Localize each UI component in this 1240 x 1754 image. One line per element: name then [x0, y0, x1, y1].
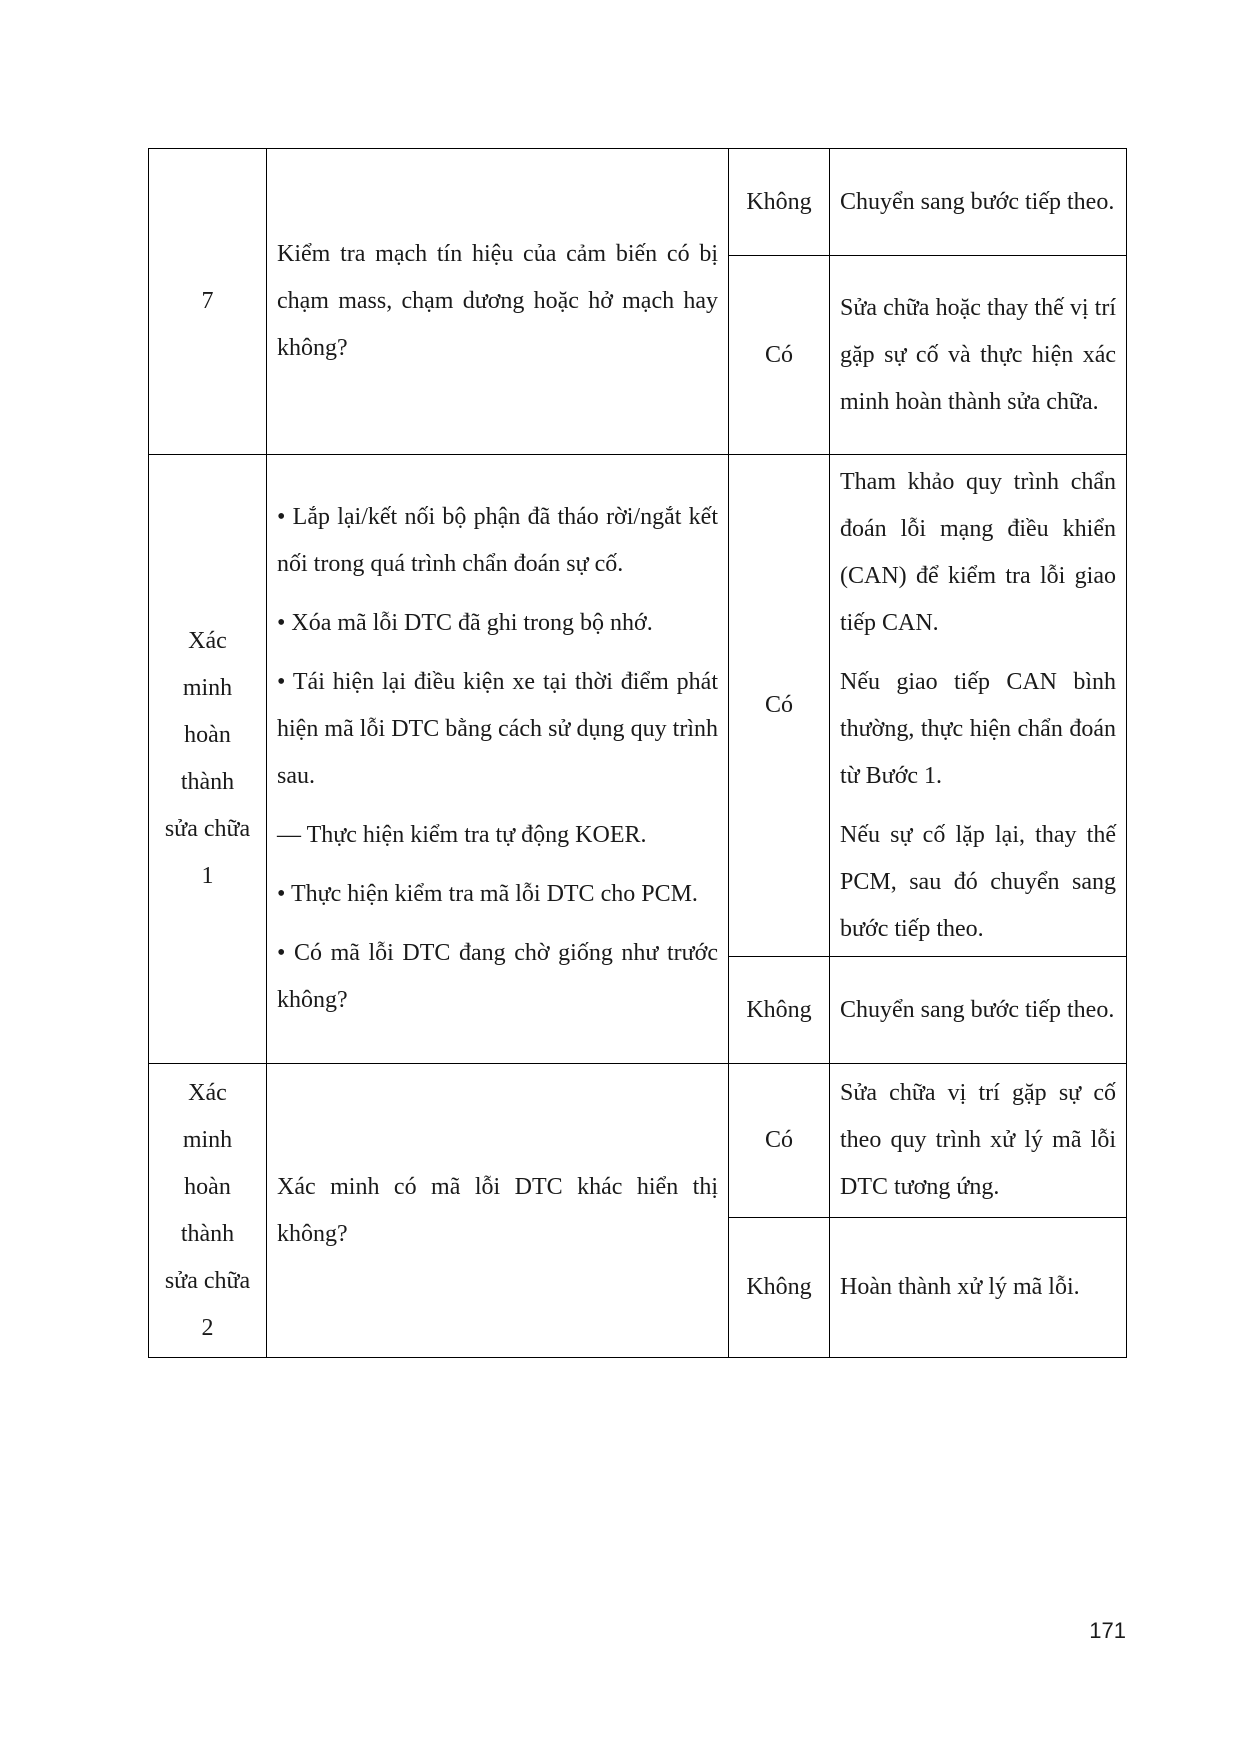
answer-label: Có	[729, 256, 830, 455]
answer-label: Không	[729, 1218, 830, 1358]
action-paragraph: Nếu giao tiếp CAN bình thường, thực hiện chẩn đoán từ Bước 1.	[840, 668, 1116, 789]
instruction-item: • Thực hiện kiểm tra mã lỗi DTC cho PCM.	[277, 881, 698, 907]
table-row	[149, 149, 1127, 256]
table-row	[149, 1064, 1127, 1218]
instruction-item: • Có mã lỗi DTC đang chờ giống như trước không?	[277, 940, 718, 1013]
instruction-item: • Lắp lại/kết nối bộ phận đã tháo rời/ngắt kết nối trong quá trình chẩn đoán sự cố.	[277, 504, 718, 577]
instruction-item: — Thực hiện kiểm tra tự động KOER.	[277, 822, 647, 848]
answer-label: Có	[729, 1064, 830, 1218]
action-paragraph: Nếu sự cố lặp lại, thay thế PCM, sau đó chuyển sang bước tiếp theo.	[840, 821, 1116, 942]
answer-action	[830, 455, 1127, 957]
answer-label: Không	[729, 149, 830, 256]
action-paragraph: Tham khảo quy trình chẩn đoán lỗi mạng điều khiển (CAN) để kiểm tra lỗi giao tiếp CAN.	[840, 468, 1116, 636]
answer-action: Sửa chữa hoặc thay thế vị trí gặp sự cố và thực hiện xác minh hoàn thành sửa chữa.	[830, 256, 1127, 455]
answer-action: Chuyển sang bước tiếp theo.	[830, 957, 1127, 1064]
diagnostic-procedure-table	[148, 148, 1127, 1358]
step-label: Xác minh hoàn thành sửa chữa 2	[149, 1064, 267, 1358]
step-label: Xác minh hoàn thành sửa chữa 1	[149, 455, 267, 1064]
answer-label: Có	[729, 455, 830, 957]
answer-action: Chuyển sang bước tiếp theo.	[830, 149, 1127, 256]
table-row	[149, 455, 1127, 957]
step-number: 7	[149, 149, 267, 455]
instruction-item: • Xóa mã lỗi DTC đã ghi trong bộ nhớ.	[277, 610, 653, 636]
answer-action: Sửa chữa vị trí gặp sự cố theo quy trình xử lý mã lỗi DTC tương ứng.	[830, 1064, 1127, 1218]
step-instructions	[267, 455, 729, 1064]
answer-action: Hoàn thành xử lý mã lỗi.	[830, 1218, 1127, 1358]
page-number: 171	[1089, 1618, 1126, 1643]
answer-label: Không	[729, 957, 830, 1064]
step-question: Xác minh có mã lỗi DTC khác hiển thị không?	[267, 1064, 729, 1358]
instruction-item: • Tái hiện lại điều kiện xe tại thời điểm phát hiện mã lỗi DTC bằng cách sử dụng quy trình sau.	[277, 669, 718, 789]
step-question: Kiểm tra mạch tín hiệu của cảm biến có bị chạm mass, chạm dương hoặc hở mạch hay không?	[267, 149, 729, 455]
